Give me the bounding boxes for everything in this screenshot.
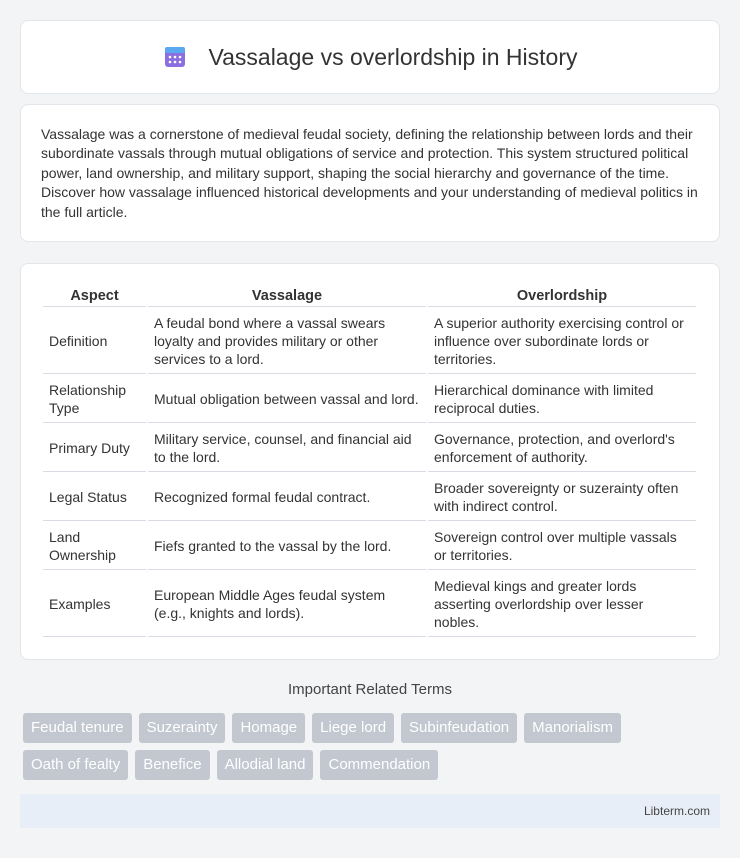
book-stack-icon (162, 44, 188, 70)
table-row (43, 474, 696, 521)
term-tag[interactable]: Allodial land (217, 750, 314, 780)
term-tag[interactable]: Homage (232, 713, 305, 743)
related-terms-title: Important Related Terms (288, 681, 452, 698)
table-cell-aspect: Legal Status (43, 474, 146, 521)
table-row (43, 376, 696, 423)
table-row (43, 523, 696, 570)
term-tag[interactable]: Suzerainty (139, 713, 226, 743)
term-tag[interactable]: Feudal tenure (23, 713, 132, 743)
column-header-aspect: Aspect (43, 285, 146, 307)
related-terms-list (23, 713, 723, 780)
table-cell-overlordship: Hierarchical dominance with limited reciprocal duties. (428, 376, 696, 423)
footer-site-link[interactable]: Libterm.com (643, 804, 710, 818)
table-header-row (43, 285, 696, 307)
table-cell-vassalage: A feudal bond where a vassal swears loyalty and provides military or other services to a lord. (148, 309, 426, 374)
table-cell-overlordship: Sovereign control over multiple vassals or territories. (428, 523, 696, 570)
comparison-table-card (20, 263, 720, 660)
table-cell-vassalage: European Middle Ages feudal system (e.g., knights and lords). (148, 572, 426, 637)
table-cell-vassalage: Military service, counsel, and financial aid to the lord. (148, 425, 426, 472)
table-cell-vassalage: Fiefs granted to the vassal by the lord. (148, 523, 426, 570)
table-cell-overlordship: Medieval kings and greater lords asserting overlordship over lesser nobles. (428, 572, 696, 637)
term-tag[interactable]: Manorialism (524, 713, 621, 743)
term-tag[interactable]: Liege lord (312, 713, 394, 743)
table-cell-overlordship: A superior authority exercising control or influence over subordinate lords or territories. (428, 309, 696, 374)
table-cell-aspect: Land Ownership (43, 523, 146, 570)
table-cell-vassalage: Recognized formal feudal contract. (148, 474, 426, 521)
footer (20, 794, 720, 828)
title-card (20, 20, 720, 94)
intro-text: Vassalage was a cornerstone of medieval feudal society, defining the relationship between lords and their subordinate vassals through mutual obligations of service and protection. This system structured political power, land ownership, and military support, shaping the social hierarchy and governance of the time. Discover how vassalage influenced historical developments and your understanding of medieval politics in the full article. (41, 126, 698, 220)
comparison-table (41, 283, 698, 639)
term-tag[interactable]: Benefice (135, 750, 209, 780)
table-cell-aspect: Relationship Type (43, 376, 146, 423)
column-header-overlordship: Overlordship (428, 285, 696, 307)
term-tag[interactable]: Oath of fealty (23, 750, 128, 780)
table-row (43, 309, 696, 374)
table-cell-vassalage: Mutual obligation between vassal and lord. (148, 376, 426, 423)
table-row (43, 425, 696, 472)
intro-card (20, 104, 720, 242)
term-tag[interactable]: Subinfeudation (401, 713, 517, 743)
table-cell-aspect: Primary Duty (43, 425, 146, 472)
table-cell-aspect: Definition (43, 309, 146, 374)
table-cell-overlordship: Broader sovereignty or suzerainty often with indirect control. (428, 474, 696, 521)
table-row (43, 572, 696, 637)
column-header-vassalage: Vassalage (148, 285, 426, 307)
page-title: Vassalage vs overlordship in History (208, 43, 578, 70)
table-cell-overlordship: Governance, protection, and overlord's enforcement of authority. (428, 425, 696, 472)
term-tag[interactable]: Commendation (320, 750, 438, 780)
table-cell-aspect: Examples (43, 572, 146, 637)
